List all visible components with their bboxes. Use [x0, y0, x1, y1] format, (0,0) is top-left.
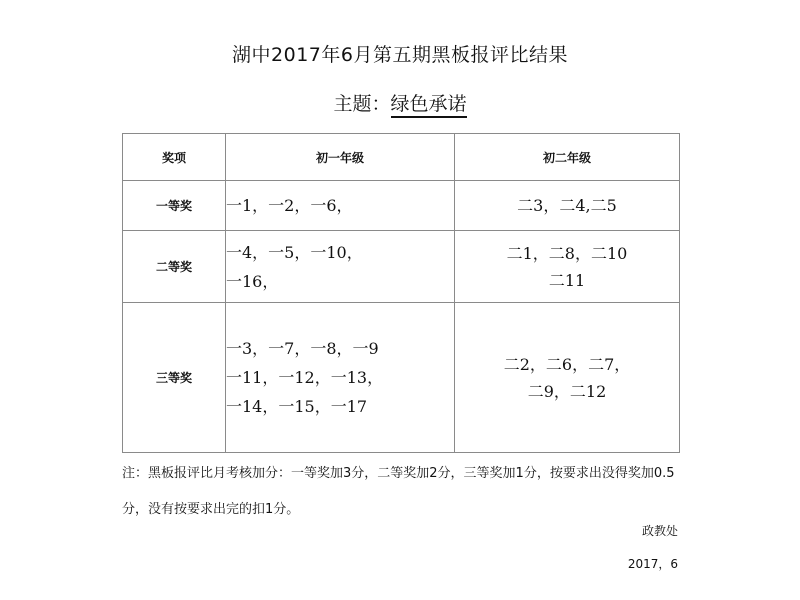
table-header-row	[123, 134, 680, 181]
winner-line: 二9，二12	[527, 381, 607, 401]
table-row	[123, 303, 680, 453]
winner-line: 一3，一7，一8，一9	[226, 339, 379, 358]
grade1-winners	[226, 181, 455, 231]
grade2-winners	[455, 181, 680, 231]
issuing-office: 政教处	[641, 524, 678, 538]
issue-date: 2017，6	[627, 557, 678, 571]
award-name: 三等奖	[123, 303, 226, 453]
winner-line: 二1，二8，二10	[506, 243, 628, 263]
header-award: 奖项	[123, 134, 226, 181]
header-grade1: 初一年级	[226, 134, 455, 181]
grade1-winners	[226, 231, 455, 303]
winner-line: 一1，一2，一6，	[226, 196, 353, 215]
winner-line: 一14，一15，一17	[226, 397, 368, 416]
scoring-note: 注：黑板报评比月考核加分：一等奖加3分，二等奖加2分，三等奖加1分，按要求出没得奖加0.5分，没有按要求出完的扣1分。	[122, 466, 675, 517]
page-title: 湖中2017年6月第五期黑板报评比结果	[232, 44, 568, 66]
table-row	[123, 231, 680, 303]
grade1-winners	[226, 303, 455, 453]
winner-line: 二2，二6，二7，	[503, 354, 631, 374]
results-table	[122, 133, 680, 453]
header-grade2: 初二年级	[455, 134, 680, 181]
theme-value: 绿色承诺	[391, 93, 467, 118]
theme-line	[0, 89, 800, 116]
grade2-winners	[455, 231, 680, 303]
winner-line: 二3，二4,二5	[517, 196, 617, 215]
winner-line: 二11	[548, 270, 586, 290]
table-row	[123, 181, 680, 231]
award-name: 二等奖	[123, 231, 226, 303]
winner-line: 一16，	[226, 271, 279, 291]
winner-line: 一4，一5，一10，	[226, 242, 363, 262]
winner-line: 一11，一12，一13，	[226, 368, 384, 387]
award-name: 一等奖	[123, 181, 226, 231]
theme-label: 主题：	[333, 93, 391, 115]
grade2-winners	[455, 303, 680, 453]
